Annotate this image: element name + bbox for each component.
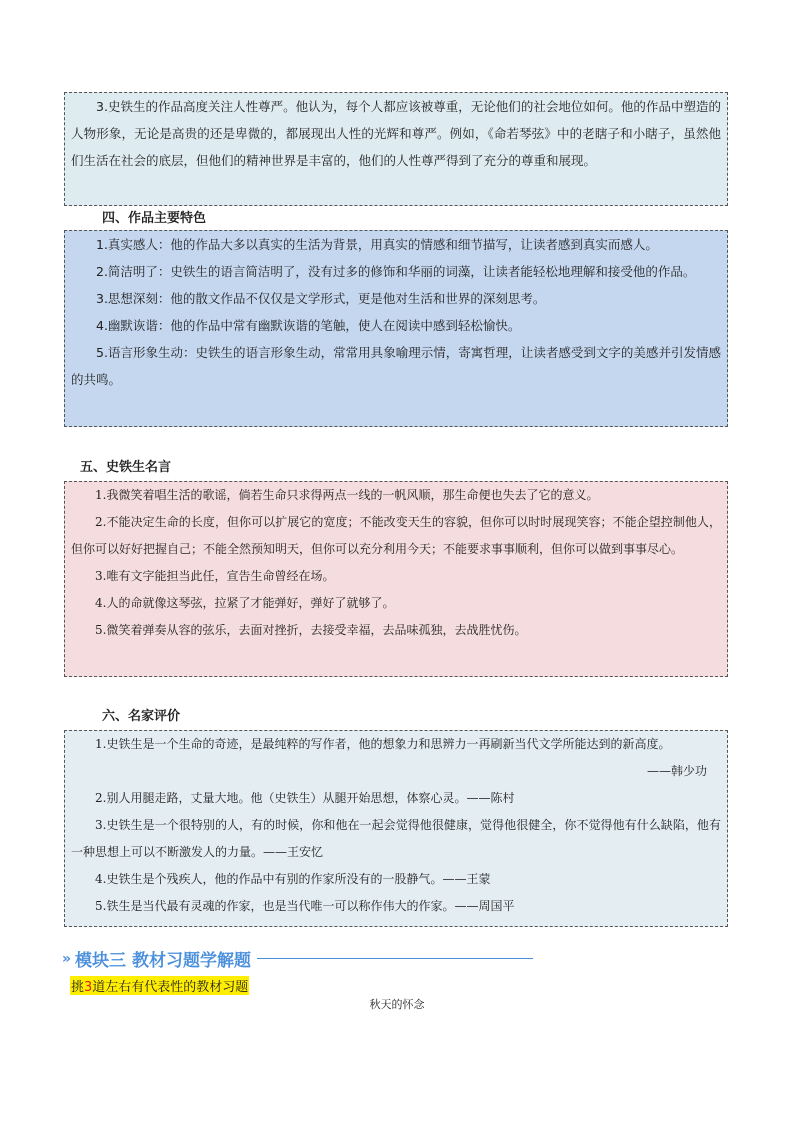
review-item [71,731,721,785]
module-title: 模块三 教材习题学解题 [75,951,251,971]
pick-number: 3 [84,980,93,995]
section3-box [64,92,728,206]
review-item: 2.别人用腿走路，丈量大地。他（史铁生）从腿开始思想，体察心灵。——陈村 [95,791,515,805]
quote-item: 3.唯有文字能担当此任，宣告生命曾经在场。 [95,569,335,583]
section4-box [64,230,728,427]
feature-item: 5.语言形象生动：史铁生的语言形象生动，常常用具象喻理示情，寄寓哲理，让读者感受到文字的美感并引发情感的共鸣。 [71,345,721,387]
module-divider [257,958,533,959]
essay-title: 秋天的怀念 [369,998,425,1011]
review-signature: ——韩少功 [646,764,707,778]
pick-post: 道左右有代表性的教材习题 [92,980,249,995]
section5-heading: 五、史铁生名言 [80,460,172,475]
section5-box [64,481,728,677]
section6-heading: 六、名家评价 [102,709,181,724]
quote-item: 2.不能决定生命的长度，但你可以扩展它的宽度；不能改变天生的容貌，但你可以时时展现笑容；不能企望控制他人，但你可以好好把握自己；不能全然预知明天，但你可以充分利用今天；不能要求事事顺利，但你可以做到事事尽心。 [71,515,721,556]
double-chevron-icon: » [62,950,72,967]
feature-item: 3.思想深刻：他的散文作品不仅仅是文学形式，更是他对生活和世界的深刻思考。 [96,291,546,306]
feature-item: 2.简洁明了：史铁生的语言简洁明了，没有过多的修饰和华丽的词藻，让读者能轻松地理解和接受他的作品。 [96,264,696,279]
review-text: 1.史铁生是一个生命的奇迹，是最纯粹的写作者，他的想象力和思辨力一再刷新当代文学所能达到的新高度。 [95,737,671,751]
feature-item: 1.真实感人：他的作品大多以真实的生活为背景，用真实的情感和细节描写，让读者感到真实而感人。 [96,237,658,252]
quote-item: 5.微笑着弹奏从容的弦乐，去面对挫折，去接受幸福，去品味孤独，去战胜忧伤。 [95,623,527,637]
pick-instruction [70,976,249,995]
review-item: 3.史铁生是一个很特别的人，有的时候，你和他在一起会觉得他很健康，觉得他很健全，你不觉得他有什么缺陷，他有一种思想上可以不断激发人的力量。——王安忆 [71,818,721,859]
module-header [62,946,533,971]
quote-item: 4.人的命就像这琴弦，拉紧了才能弹好，弹好了就够了。 [95,596,395,610]
pick-pre: 挑 [71,980,85,995]
section3-paragraph: 3.史铁生的作品高度关注人性尊严。他认为，每个人都应该被尊重，无论他们的社会地位如何。他的作品中塑造的人物形象，无论是高贵的还是卑微的，都展现出人性的光辉和尊严。例如，《命若琴弦》中的老瞎子和小瞎子，虽然他们生活在社会的底层，但他们的精神世界是丰富的，他们的人性尊严得到了充分的尊重和展现。 [71,99,721,168]
section6-box [64,730,728,927]
review-item: 4.史铁生是个残疾人，他的作品中有别的作家所没有的一股静气。——王蒙 [95,872,491,886]
feature-item: 4.幽默诙谐：他的作品中常有幽默诙谐的笔触，使人在阅读中感到轻松愉快。 [96,318,521,333]
review-item: 5.铁生是当代最有灵魂的作家，也是当代唯一可以称作伟大的作家。——周国平 [95,899,515,913]
quote-item: 1.我微笑着唱生活的歌谣，倘若生命只求得两点一线的一帆风顺，那生命便也失去了它的意义。 [95,488,599,502]
section4-heading: 四、作品主要特色 [102,211,207,226]
